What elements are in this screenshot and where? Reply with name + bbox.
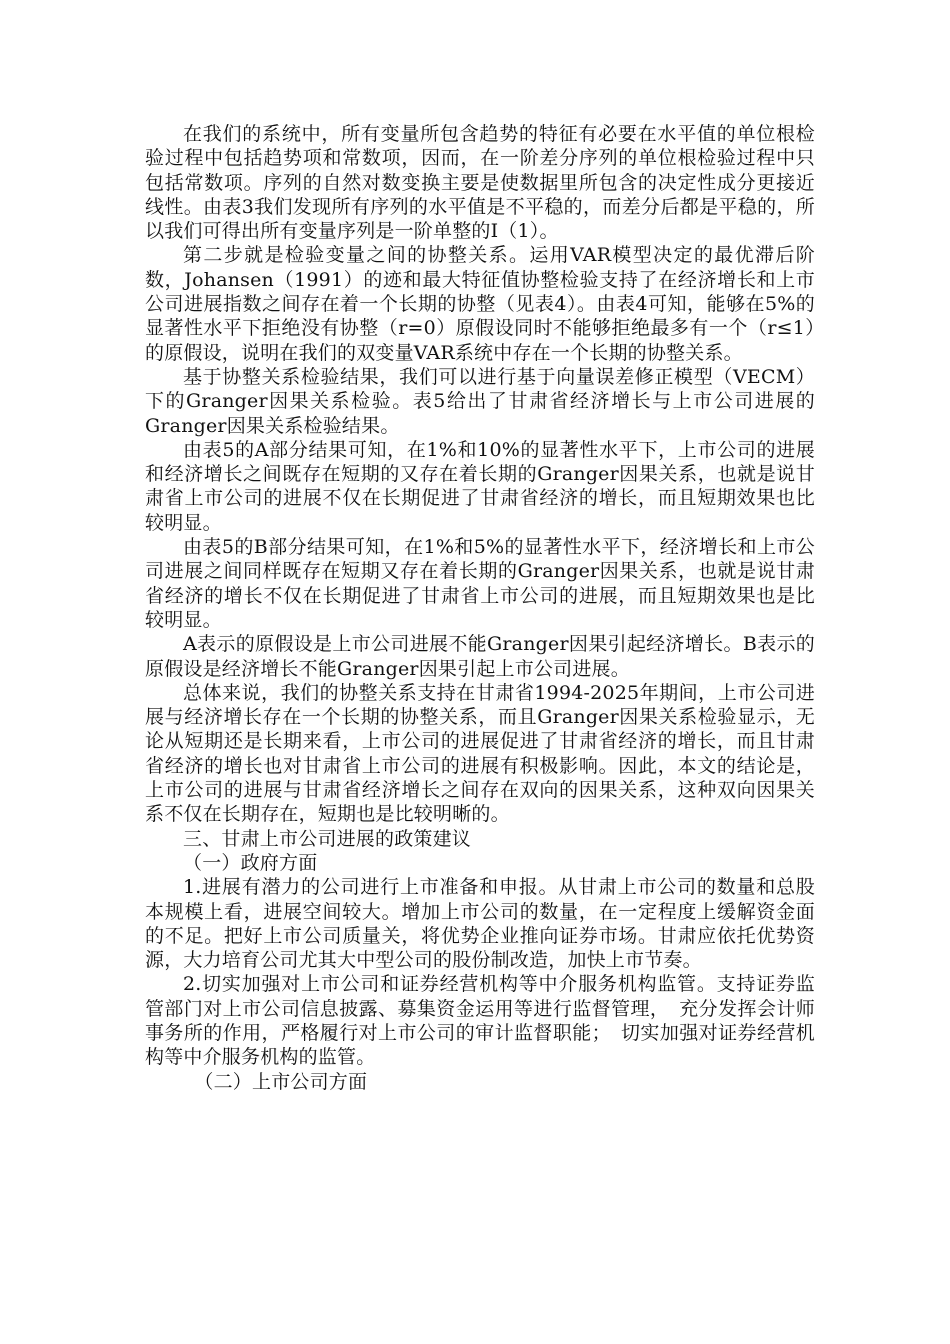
body-paragraph: 由表5的B部分结果可知，在1%和5%的显著性水平下，经济增长和上市公司进展之间同样既存在短期又存在着长期的Granger因果关系，也就是说甘肃省经济的增长不仅在长期促进了甘肃省上市公司的进展，而且短期效果也是比较明显。 (145, 536, 815, 631)
policy-item: 1.进展有潜力的公司进行上市准备和申报。从甘肃上市公司的数量和总股本规模上看，进展空间较大。增加上市公司的数量，在一定程度上缓解资金面的不足。把好上市公司质量关，将优势企业推向证券市场。甘肃应依托优势资源，大力培育公司尤其大中型公司的股份制改造，加快上市节奏。 (145, 876, 815, 972)
body-paragraph: 总体来说，我们的协整关系支持在甘肃省1994-2025年期间，上市公司进展与经济增长存在一个长期的协整关系，而且Granger因果关系检验显示，无论从短期还是长期来看，上市公司的进展促进了甘肃省经济的增长，而且甘肃省经济的增长也对甘肃省上市公司的进展有积极影响。因此，本文的结论是，上市公司的进展与甘肃省经济增长之间存在双向的因果关系，这种双向因果关系不仅在长期存在，短期也是比较明晰的。 (145, 681, 815, 826)
body-paragraph: 在我们的系统中，所有变量所包含趋势的特征有必要在水平值的单位根检验过程中包括趋势项和常数项，因而，在一阶差分序列的单位根检验过程中只包括常数项。序列的自然对数变换主要是使数据里所包含的决定性成分更接近线性。由表3我们发现所有序列的水平值是不平稳的，而差分后都是平稳的，所以我们可得出所有变量序列是一阶单整的Ⅰ（1）。 (145, 123, 815, 243)
document-page (145, 122, 815, 1094)
body-paragraph: 第二步就是检验变量之间的协整关系。运用VAR模型决定的最优滞后阶数，Johansen（1991）的迹和最大特征值协整检验支持了在经济增长和上市公司进展指数之间存在着一个长期的协整（见表4）。由表4可知，能够在5%的显著性水平下拒绝没有协整（r=0）原假设同时不能够拒绝最多有一个（r≤1）的原假设，说明在我们的双变量VAR系统中存在一个长期的协整关系。 (145, 244, 815, 364)
subsection-heading-listed-companies: （二）上市公司方面 (194, 1070, 368, 1093)
policy-item: 2.切实加强对上市公司和证券经营机构等中介服务机构监管。支持证券监管部门对上市公司信息披露、募集资金运用等进行监督管理， 充分发挥会计师事务所的作用，严格履行对上市公司的审计监督职能； 切实加强对证券经营机构等中介服务机构的监管。 (145, 973, 815, 1069)
section-heading: 三、甘肃上市公司进展的政策建议 (183, 827, 472, 850)
body-paragraph: A表示的原假设是上市公司进展不能Granger因果引起经济增长。B表示的原假设是经济增长不能Granger因果引起上市公司进展。 (145, 633, 815, 680)
body-paragraph: 由表5的A部分结果可知，在1%和10%的显著性水平下，上市公司的进展和经济增长之间既存在短期的又存在着长期的Granger因果关系，也就是说甘肃省上市公司的进展不仅在长期促进了甘肃省经济的增长，而且短期效果也比较明显。 (145, 438, 815, 534)
body-paragraph: 基于协整关系检验结果，我们可以进行基于向量误差修正模型（VECM）下的Granger因果关系检验。表5给出了甘肃省经济增长与上市公司进展的Granger因果关系检验结果。 (145, 365, 815, 437)
subsection-heading-government: （一）政府方面 (183, 851, 318, 874)
